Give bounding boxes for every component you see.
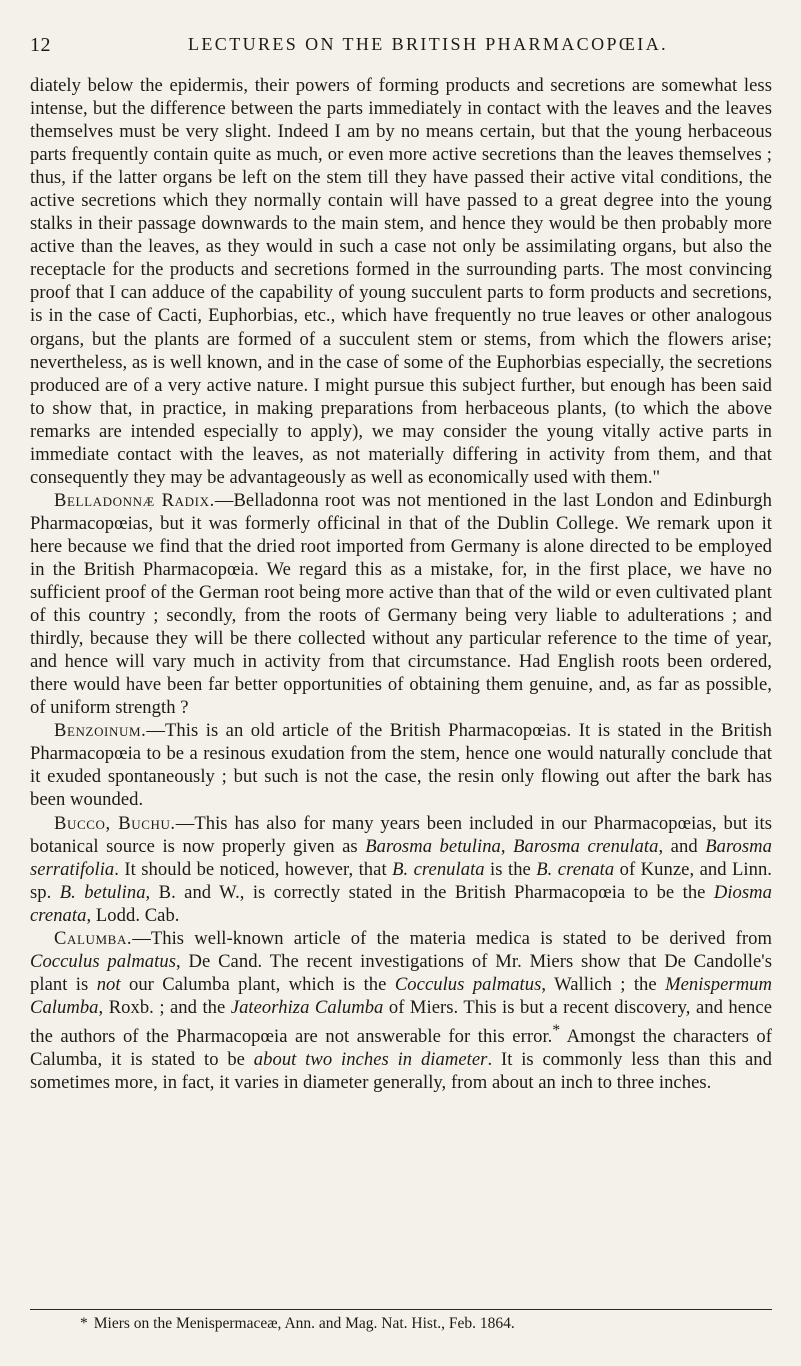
bucco-text: is the	[484, 858, 537, 880]
calumba-text: , De Cand. The recent investigations of Mr. Miers show that De Candolle's plant is	[30, 950, 772, 995]
paragraph-calumba	[30, 927, 772, 1095]
calumba-text: , Roxb. ; and the	[98, 996, 231, 1018]
bucco-text: of Kunze, and Linn. sp.	[30, 858, 772, 903]
species-name: Jateorhiza Calumba	[230, 996, 384, 1018]
species-name: Barosma crenulata	[513, 835, 659, 857]
belladonna-text: —Belladonna root was not mentioned in the last London and Edinburgh Pharmacopœias, but it was formerly officinal in that of the Dublin College. We remark upon it here because we find that the dried root imported from Germany is alone directed to be employed in the British Pharmacopœia. We regard this as a mistake, for, in the first place, we have no sufficient proof of the German root being more active than that of the wild or even cultivated plant of this country ; secondly, from the roots of Germany being very liable to adulterations ; and thirdly, because they will be there collected without any particular reference to the time of year, and hence will vary much in activity from that circumstance. Had English roots been ordered, there would have been far better opportunities of obtaining them genuine, and, as far as possible, of uniform strength ?	[30, 489, 772, 719]
entry-heading-benzoinum: Benzoinum.	[54, 720, 147, 742]
body-text	[30, 74, 772, 1094]
calumba-text: of Miers. This is but a recent discovery, and hence the authors of the Pharmacopœia are not answerable for this error.	[30, 996, 772, 1048]
species-name: B. betulina	[59, 881, 146, 903]
footnote	[80, 1314, 780, 1334]
footnote-reference[interactable]: *	[552, 1021, 561, 1039]
page-number: 12	[30, 34, 51, 56]
species-name: Cocculus palmatus	[30, 950, 176, 972]
entry-heading-calumba: Calumba.	[54, 927, 133, 949]
entry-heading-bucco: Bucco, Buchu.	[54, 812, 176, 834]
species-name: Cocculus palmatus	[394, 973, 542, 995]
calumba-text: —This well-known article of the materia medica is stated to be derived from	[132, 927, 772, 949]
bucco-text: , B. and W., is correctly stated in the British Pharmacopœia to be the	[145, 881, 714, 903]
page-header	[30, 34, 772, 64]
benzoinum-text: —This is an old article of the British Pharmacopœias. It is stated in the British Pharmacopœia to be a resinous exudation from the stem, hence one would naturally conclude that it exuded spontaneously ; but such is not the case, the resin only flowing out after the bark has been wounded.	[30, 720, 772, 811]
bucco-text: . It should be noticed, however, that	[114, 858, 393, 880]
species-name: B. crenulata	[392, 858, 485, 880]
species-name: B. crenata	[536, 858, 615, 880]
entry-heading-belladonna: Belladonnæ Radix.	[54, 489, 215, 511]
footnote-mark: *	[80, 1315, 88, 1332]
bucco-text: ,	[500, 835, 514, 857]
paragraph-belladonna	[30, 489, 772, 719]
emphasis: not	[96, 973, 121, 995]
paragraph-benzoinum	[30, 719, 772, 811]
calumba-text: . It is commonly less than this and sometimes more, in fact, it varies in diameter generally, from about an inch to three inches.	[30, 1049, 772, 1094]
species-name: Barosma serratifolia	[30, 835, 773, 880]
paragraph-bucco	[30, 812, 772, 927]
calumba-text: our Calumba plant, which is the	[120, 973, 395, 995]
paragraph-continuation	[30, 74, 772, 489]
species-name: Barosma betulina	[365, 835, 501, 857]
running-head: LECTURES ON THE BRITISH PHARMACOPŒIA.	[188, 34, 669, 54]
footnote-divider	[30, 1309, 772, 1310]
bucco-text: , and	[658, 835, 706, 857]
calumba-text: , Wallich ; the	[541, 973, 666, 995]
continuation-text: diately below the epidermis, their powers of forming products and secretions are somewhat less intense, but the difference between the parts immediately in contact with the leaves and the leaves themselves must be very slight. Indeed I am by no means certain, but that the young herbaceous parts frequently contain quite as much, or even more active secretions than the leaves themselves ; thus, if the latter organs be left on the stem till they have passed their active vital conditions, the active secretions which they normally contain will have passed to a great degree into the young stalks in their passage downwards to the main stem, and hence they would be then probably more active than the leaves, as they would in such a case not only be assimilating organs, but also the receptacle for the products and secretions formed in the surrounding parts. The most convincing proof that I can adduce of the capability of young succulent parts to form products and secretions, is in the case of Cacti, Euphorbias, etc., which have frequently no true leaves or other analogous organs, but the plants are formed of a succulent stem or stems, from which the flowers arise; nevertheless, as is well known, and in the case of some of the Euphorbias especially, the secretions produced are of a very active nature. I might pursue this subject further, but enough has been said to show that, in practice, in making preparations from herbaceous plants, (to which the above remarks are intended especially to apply), we may consider the young vitally active parts in immediate contact with the leaves, as not materially differing in activity from them, and that consequently they may be advantageously as well as economically used with them."	[30, 75, 772, 488]
species-name: Diosma crenata	[30, 881, 773, 926]
calumba-text: Amongst the characters of Calumba, it is stated to be	[30, 1026, 772, 1071]
footnote-text: Miers on the Menispermaceæ, Ann. and Mag. Nat. Hist., Feb. 1864.	[93, 1315, 515, 1332]
emphasis: about two inches in diameter	[253, 1049, 488, 1071]
bucco-text: , Lodd. Cab.	[86, 904, 180, 926]
species-name: Menispermum Calumba	[30, 973, 772, 1018]
bucco-text: —This has also for many years been included in our Pharmacopœias, but its botanical source is now properly given as	[30, 812, 772, 857]
